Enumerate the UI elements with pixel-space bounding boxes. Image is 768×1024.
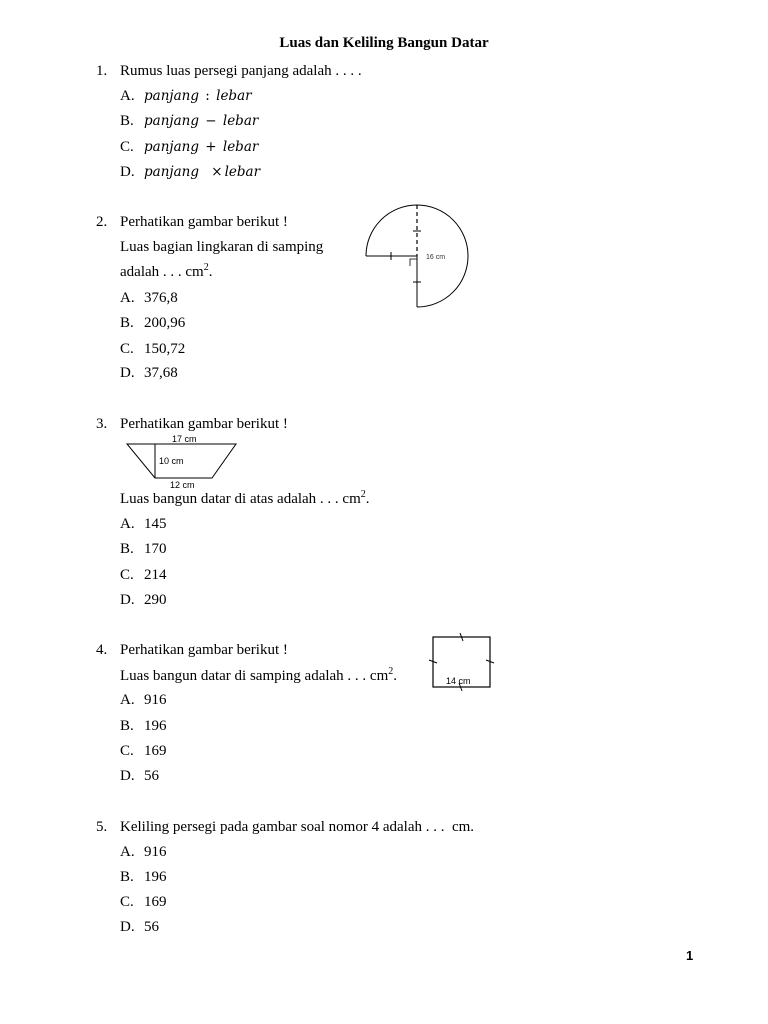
question-1-option-c-letter[interactable]: C. xyxy=(120,139,134,155)
square-figure xyxy=(428,630,496,692)
question-2-option-b[interactable]: 200,96 xyxy=(144,315,186,331)
question-1-option-b-letter[interactable]: B. xyxy=(120,113,134,129)
question-5-option-c[interactable]: 169 xyxy=(144,894,167,910)
question-4-option-a-letter[interactable]: A. xyxy=(120,692,135,708)
math-operator: + xyxy=(205,139,217,155)
question-3-option-d[interactable]: 290 xyxy=(144,592,167,608)
question-2-option-c[interactable]: 150,72 xyxy=(144,341,186,357)
question-3-text-line-2: Luas bangun datar di atas adalah . . . $cm^2$. xyxy=(120,489,370,507)
question-3-option-c[interactable]: 214 xyxy=(144,567,167,583)
question-3-option-d-letter[interactable]: D. xyxy=(120,592,135,608)
question-4-option-b-letter[interactable]: B. xyxy=(120,718,134,734)
question-2-option-a-letter[interactable]: A. xyxy=(120,290,135,306)
question-1-option-c[interactable] xyxy=(144,138,258,156)
question-1-option-d-letter[interactable]: D. xyxy=(120,164,135,180)
question-4-option-c-letter[interactable]: C. xyxy=(120,743,134,759)
page-title: Luas dan Keliling Bangun Datar xyxy=(279,35,489,51)
question-2-option-b-letter[interactable]: B. xyxy=(120,315,134,331)
figure-label-side: 14 cm xyxy=(446,676,471,686)
question-4-option-b[interactable]: 196 xyxy=(144,718,167,734)
question-2-text-line-3: adalah . . . $cm^2$. xyxy=(120,262,213,280)
question-1-option-a[interactable] xyxy=(144,87,252,105)
math-var: panjang xyxy=(144,139,199,155)
question-5-option-a[interactable]: 916 xyxy=(144,844,167,860)
question-5-text: Keliling persegi pada gambar soal nomor 4 adalah . . . cm. xyxy=(120,819,475,835)
math-operator: : xyxy=(205,88,210,104)
figure-label-radius: 16 cm xyxy=(426,254,446,261)
question-2-option-a[interactable]: 376,8 xyxy=(144,290,178,306)
math-operator: × xyxy=(211,164,223,180)
page-number: 1 xyxy=(686,948,694,963)
question-3-number: 3. xyxy=(96,416,108,432)
question-5-option-c-letter[interactable]: C. xyxy=(120,894,134,910)
math-var: lebar xyxy=(222,113,259,129)
question-4-text: Perhatikan gambar berikut ! xyxy=(120,642,288,658)
question-3-option-b-letter[interactable]: B. xyxy=(120,541,134,557)
question-1-number: 1. xyxy=(96,63,108,79)
math-operator: − xyxy=(205,113,217,129)
math-var: panjang xyxy=(144,113,199,129)
question-4-option-a[interactable]: 916 xyxy=(144,692,167,708)
figure-label-height: 10 cm xyxy=(159,456,184,466)
question-4-number: 4. xyxy=(96,642,108,658)
question-4-option-d[interactable]: 56 xyxy=(144,768,159,784)
math-var: lebar xyxy=(224,164,261,180)
question-2-option-d[interactable]: 37,68 xyxy=(144,365,178,381)
question-5-option-b-letter[interactable]: B. xyxy=(120,869,134,885)
question-5-option-a-letter[interactable]: A. xyxy=(120,844,135,860)
question-5-option-d[interactable]: 56 xyxy=(144,919,159,935)
question-3-option-a[interactable]: 145 xyxy=(144,516,167,532)
trapezoid-figure xyxy=(122,432,242,490)
question-4-option-d-letter[interactable]: D. xyxy=(120,768,135,784)
question-3-option-a-letter[interactable]: A. xyxy=(120,516,135,532)
question-3-option-c-letter[interactable]: C. xyxy=(120,567,134,583)
figure-label-top: 17 cm xyxy=(172,434,197,444)
math-var: lebar xyxy=(216,88,252,104)
question-5-option-b[interactable]: 196 xyxy=(144,869,167,885)
question-4-text-line-2: Luas bangun datar di samping adalah . . . $cm^2$. xyxy=(120,666,398,684)
question-2-option-d-letter[interactable]: D. xyxy=(120,365,135,381)
question-2-text-line-2: Luas bagian lingkaran di samping xyxy=(120,239,324,255)
circle-part-figure xyxy=(356,204,478,310)
question-2-text: Perhatikan gambar berikut ! xyxy=(120,214,288,230)
question-1-option-b[interactable] xyxy=(144,112,258,130)
question-2-option-c-letter[interactable]: C. xyxy=(120,341,134,357)
question-4-option-c[interactable]: 169 xyxy=(144,743,167,759)
math-var: panjang xyxy=(144,164,199,180)
math-var: panjang xyxy=(144,88,199,104)
question-3-text: Perhatikan gambar berikut ! xyxy=(120,416,288,432)
question-1-option-d[interactable] xyxy=(144,163,260,181)
question-1-option-a-letter[interactable]: A. xyxy=(120,88,135,104)
question-1-text: Rumus luas persegi panjang adalah . . . . xyxy=(120,63,362,79)
question-5-number: 5. xyxy=(96,819,108,835)
figure-label-bottom: 12 cm xyxy=(170,480,195,490)
question-2-number: 2. xyxy=(96,214,108,230)
question-3-option-b[interactable]: 170 xyxy=(144,541,167,557)
math-var: lebar xyxy=(222,139,259,155)
question-5-option-d-letter[interactable]: D. xyxy=(120,919,135,935)
